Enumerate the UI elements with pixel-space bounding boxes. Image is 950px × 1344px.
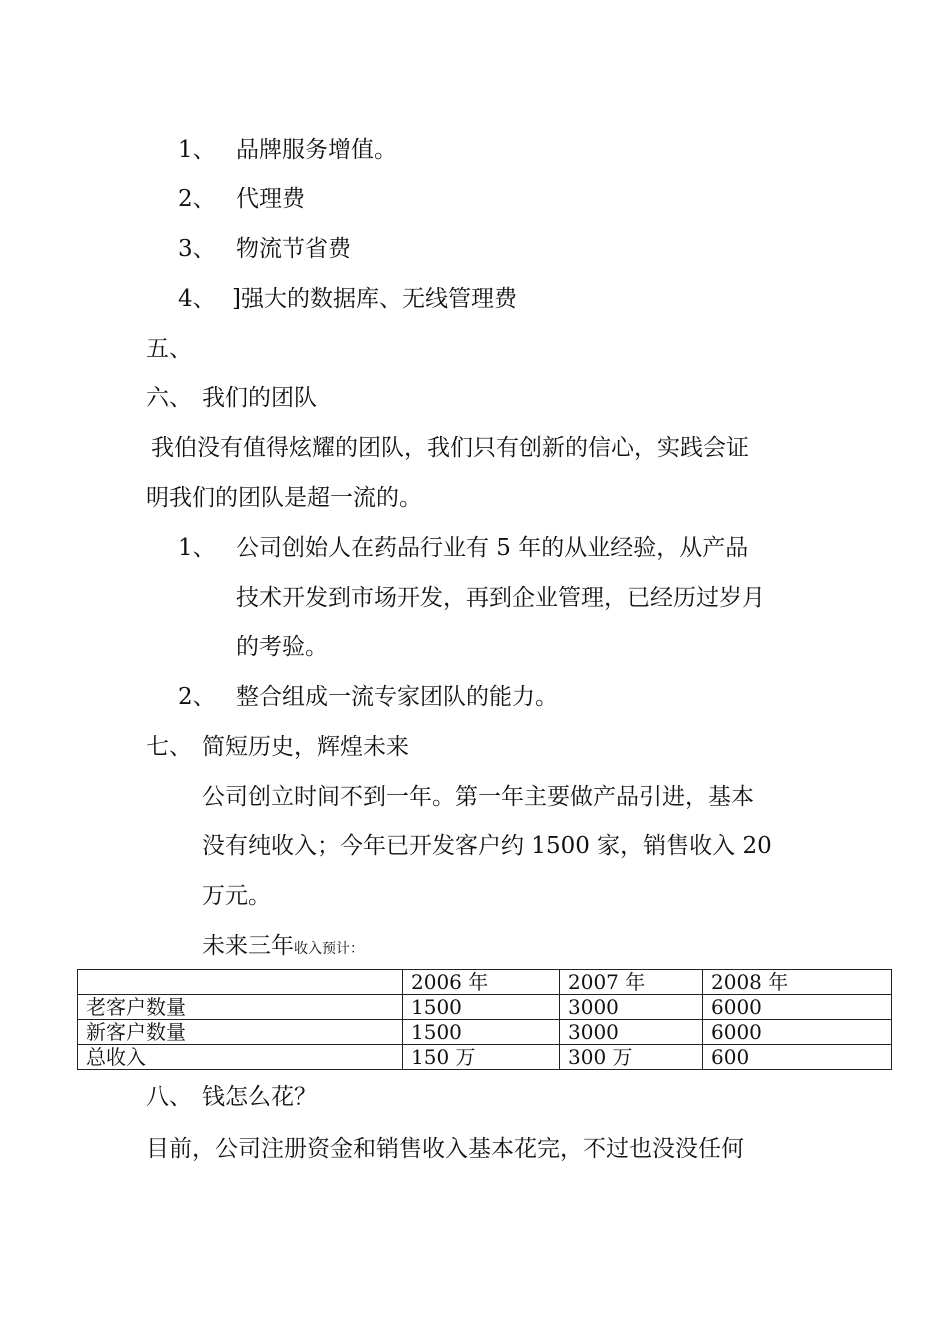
list-number: 1、 <box>178 137 216 163</box>
list-item-text: ]强大的数据库、无线管理费 <box>232 286 517 312</box>
paragraph-line: 公司创立时间不到一年。第一年主要做产品引进，基本 <box>202 784 754 810</box>
forecast-table <box>77 969 892 1070</box>
section-heading-7: 简短历史，辉煌未来 <box>202 734 409 760</box>
forecast-label-large: 未来三年 <box>202 933 294 959</box>
table-cell: 老客户数量 <box>78 995 403 1020</box>
table-header-cell: 2006 年 <box>403 970 560 995</box>
paragraph-line: 目前，公司注册资金和销售收入基本花完，不过也没没任何 <box>146 1136 744 1162</box>
table-header-cell: 2007 年 <box>560 970 703 995</box>
list-number: 4、 <box>178 286 216 312</box>
list-item-text: 的考验。 <box>236 634 328 660</box>
list-item-text: 技术开发到市场开发，再到企业管理，已经历过岁月 <box>236 585 765 611</box>
list-item-text: 代理费 <box>236 186 305 212</box>
table-row <box>78 995 892 1020</box>
list-item-text: 公司创始人在药品行业有 5 年的从业经验，从产品 <box>236 535 749 561</box>
paragraph-line: 没有纯收入；今年已开发客户约 1500 家，销售收入 20 <box>202 833 772 859</box>
table-cell: 3000 <box>560 995 703 1020</box>
paragraph-line: 万元。 <box>202 883 271 909</box>
table-cell: 3000 <box>560 1020 703 1045</box>
table-header-cell: 2008 年 <box>703 970 892 995</box>
table-header-cell <box>78 970 403 995</box>
table-cell: 1500 <box>403 995 560 1020</box>
table-cell: 总收入 <box>78 1045 403 1070</box>
list-item-text: 品牌服务增值。 <box>236 137 397 163</box>
paragraph-line: 明我们的团队是超一流的。 <box>146 485 422 511</box>
section-heading-6: 我们的团队 <box>202 385 317 411</box>
table-header-row <box>78 970 892 995</box>
forecast-label-small: 收入预计： <box>294 941 364 957</box>
section-number-7: 七、 <box>146 734 192 760</box>
list-item-text: 整合组成一流专家团队的能力。 <box>236 684 558 710</box>
list-number: 2、 <box>178 684 216 710</box>
section-heading-8: 钱怎么花？ <box>202 1084 317 1110</box>
list-number: 2、 <box>178 186 216 212</box>
table-row <box>78 1045 892 1070</box>
forecast-label <box>202 931 364 964</box>
table-cell: 1500 <box>403 1020 560 1045</box>
section-heading-5: 五、 <box>146 336 192 362</box>
section-number-8: 八、 <box>146 1084 192 1110</box>
paragraph-line: 我伯没有值得炫耀的团队，我们只有创新的信心，实践会证 <box>151 435 749 461</box>
list-item-text: 物流节省费 <box>236 236 351 262</box>
table-cell: 6000 <box>703 995 892 1020</box>
table-cell: 150 万 <box>403 1045 560 1070</box>
table-cell: 6000 <box>703 1020 892 1045</box>
list-number: 3、 <box>178 236 216 262</box>
table-cell: 600 <box>703 1045 892 1070</box>
table-cell: 新客户数量 <box>78 1020 403 1045</box>
list-number: 1、 <box>178 535 216 561</box>
table-cell: 300 万 <box>560 1045 703 1070</box>
table-row <box>78 1020 892 1045</box>
section-number-6: 六、 <box>146 385 192 411</box>
